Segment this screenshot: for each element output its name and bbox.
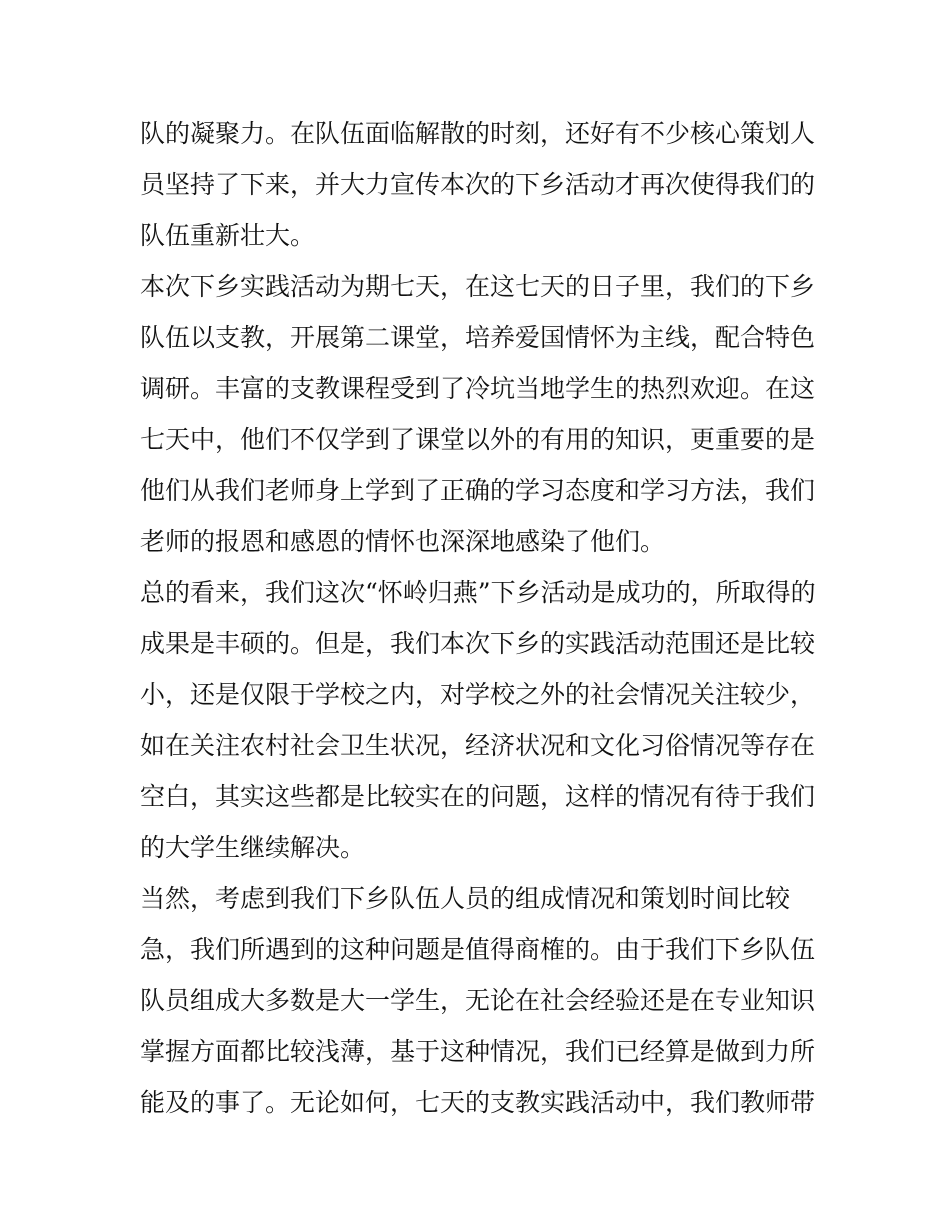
text-line: 能及的事了。无论如何，七天的支教实践活动中，我们教师带 [140, 1088, 816, 1117]
text-line: 老师的报恩和感恩的情怀也深深地感染了他们。 [140, 527, 666, 556]
text-line: 空白，其实这些都是比较实在的问题，这样的情况有待于我们 [140, 782, 816, 811]
paragraph-2 [140, 261, 820, 567]
text-line: 本次下乡实践活动为期七天，在这七天的日子里，我们的下乡 [140, 272, 816, 301]
text-line: 队的凝聚力。在队伍面临解散的时刻，还好有不少核心策划人 [140, 119, 816, 148]
text-line: 他们从我们老师身上学到了正确的学习态度和学习方法，我们 [140, 476, 816, 505]
text-line: 的大学生继续解决。 [140, 833, 366, 862]
document-body [140, 108, 820, 1128]
paragraph-4 [140, 873, 820, 1128]
paragraph-1 [140, 108, 820, 261]
text-line: 急，我们所遇到的这种问题是值得商榷的。由于我们下乡队伍 [140, 935, 816, 964]
text-line: 员坚持了下来，并大力宣传本次的下乡活动才再次使得我们的 [140, 170, 816, 199]
text-line: 队伍重新壮大。 [140, 221, 316, 250]
text-line: 成果是丰硕的。但是，我们本次下乡的实践活动范围还是比较 [140, 629, 816, 658]
text-line: 调研。丰富的支教课程受到了冷坑当地学生的热烈欢迎。在这 [140, 374, 816, 403]
text-line: 当然，考虑到我们下乡队伍人员的组成情况和策划时间比较 [140, 884, 791, 913]
text-line: 如在关注农村社会卫生状况，经济状况和文化习俗情况等存在 [140, 731, 816, 760]
text-line: 总的看来，我们这次“怀岭归燕”下乡活动是成功的，所取得的 [140, 578, 816, 607]
text-line: 小，还是仅限于学校之内，对学校之外的社会情况关注较少， [140, 680, 816, 709]
paragraph-3 [140, 567, 820, 873]
text-line: 队员组成大多数是大一学生，无论在社会经验还是在专业知识 [140, 986, 816, 1015]
text-line: 掌握方面都比较浅薄，基于这种情况，我们已经算是做到力所 [140, 1037, 816, 1066]
text-line: 队伍以支教，开展第二课堂，培养爱国情怀为主线，配合特色 [140, 323, 816, 352]
text-line: 七天中，他们不仅学到了课堂以外的有用的知识，更重要的是 [140, 425, 816, 454]
